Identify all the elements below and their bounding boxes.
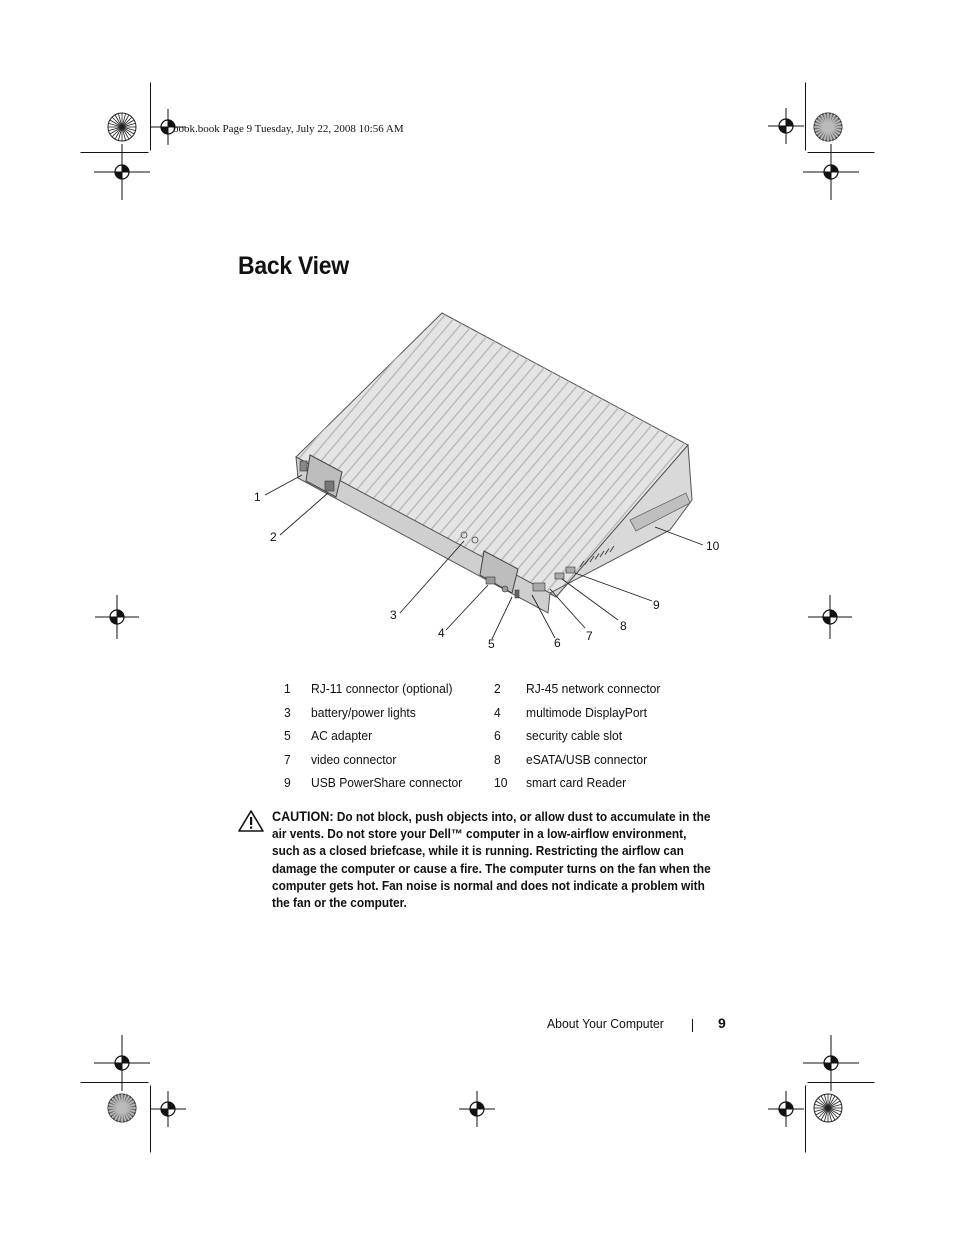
callout-number: 6	[554, 636, 561, 650]
color-wheel-icon	[107, 1093, 137, 1123]
legend-number: 8	[494, 751, 501, 767]
legend-label: battery/power lights	[311, 704, 416, 720]
footer-section-title: About Your Computer	[547, 1016, 664, 1031]
printer-info-line: book.book Page 9 Tuesday, July 22, 2008 10:56 AM	[173, 123, 404, 135]
registration-mark-icon	[94, 144, 150, 200]
caution-body: Do not block, push objects into, or allow dust to accumulate in the air vents. Do not store your Dell™ computer in a low-airflow environment, such as a closed briefcase, while it is running. Restricting the airflow can damage the computer or cause a fire. The computer turns on the fan when the computer gets hot. Fan noise is normal and does not indicate a problem with the fan or the computer.	[272, 810, 711, 911]
legend-label: eSATA/USB connector	[526, 751, 648, 767]
laptop-lid	[296, 313, 688, 597]
callout-number: 9	[653, 598, 660, 612]
legend-number: 7	[284, 751, 291, 767]
rj11-port	[300, 461, 307, 471]
security-slot	[515, 590, 519, 598]
legend-label: RJ-11 connector (optional)	[311, 681, 453, 696]
legend-table	[278, 677, 698, 795]
registration-mark-icon	[94, 1035, 150, 1091]
registration-mark-icon	[803, 1035, 859, 1091]
callout-number: 5	[488, 637, 495, 651]
crop-line	[805, 82, 807, 152]
usb-port	[566, 567, 575, 573]
legend-row	[278, 677, 698, 701]
legend-row	[278, 701, 698, 725]
registration-mark-icon	[150, 1091, 186, 1127]
legend-number: 1	[284, 681, 291, 696]
video-port	[533, 583, 545, 591]
footer-divider	[692, 1019, 693, 1032]
crop-line	[805, 1085, 807, 1154]
rj45-port	[325, 481, 334, 491]
displayport-port	[486, 577, 495, 584]
legend-number: 6	[494, 728, 501, 743]
caution-label: CAUTION:	[272, 809, 334, 824]
esata-port	[555, 573, 564, 579]
callout-number: 3	[390, 608, 397, 622]
legend-row	[278, 748, 698, 772]
legend-label: video connector	[311, 751, 397, 767]
legend-label: AC adapter	[311, 728, 373, 743]
legend-number: 5	[284, 728, 291, 743]
legend-number: 10	[494, 775, 508, 790]
laptop-back-view-illustration	[250, 305, 740, 660]
color-wheel-icon	[107, 112, 137, 142]
legend-number: 2	[494, 681, 501, 696]
caution-triangle-icon	[238, 810, 264, 832]
registration-mark-icon	[803, 144, 859, 200]
callout-number: 10	[706, 539, 720, 553]
callout-number: 2	[270, 530, 277, 544]
legend-number: 4	[494, 704, 501, 720]
callout-number: 1	[254, 490, 261, 504]
legend-number: 3	[284, 704, 291, 720]
legend-label: RJ-45 network connector	[526, 681, 661, 696]
legend-row	[278, 771, 698, 795]
legend-label: multimode DisplayPort	[526, 704, 647, 720]
page-title: Back View	[238, 252, 349, 280]
registration-mark-icon	[459, 1091, 495, 1127]
legend-label: smart card Reader	[526, 775, 627, 790]
registration-mark-icon	[808, 595, 852, 639]
callout-number: 8	[620, 619, 627, 633]
legend-row	[278, 724, 698, 748]
ac-adapter-port	[502, 586, 508, 592]
legend-number: 9	[284, 775, 291, 790]
registration-mark-icon	[95, 595, 139, 639]
registration-mark-icon	[768, 108, 804, 144]
registration-mark-icon	[768, 1091, 804, 1127]
callout-number: 7	[586, 629, 593, 643]
page-number: 9	[718, 1015, 726, 1031]
legend-label: USB PowerShare connector	[311, 775, 463, 790]
legend-label: security cable slot	[526, 728, 623, 743]
color-wheel-icon	[813, 112, 843, 142]
callout-number: 4	[438, 626, 445, 640]
color-wheel-icon	[813, 1093, 843, 1123]
caution-text	[272, 808, 714, 912]
